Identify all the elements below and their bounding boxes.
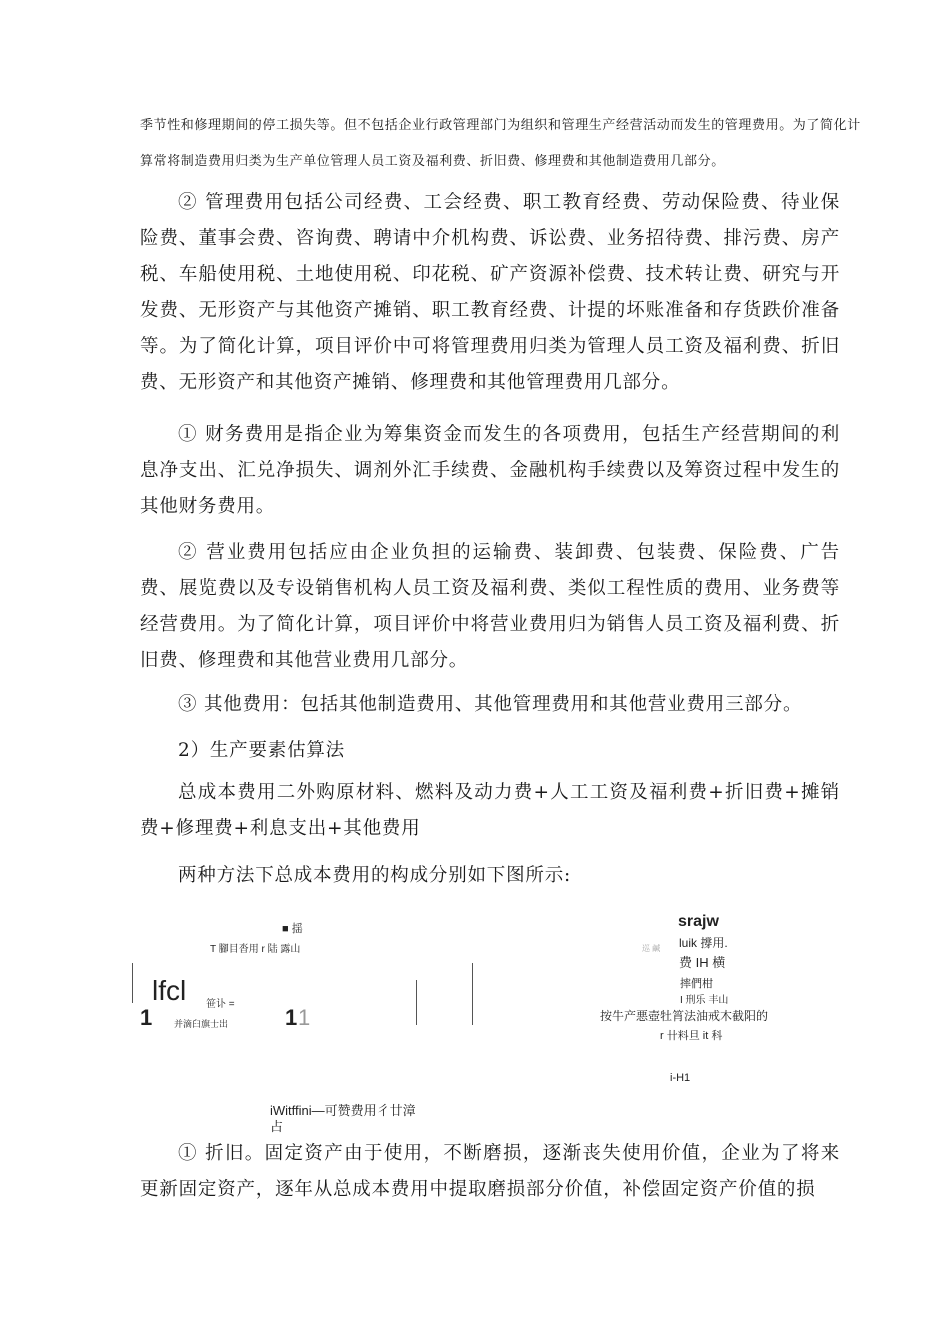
cost-composition-diagram — [130, 905, 830, 1135]
diagram-right-label-8: i-H1 — [670, 1072, 691, 1084]
paragraph-operating-expenses: ② 营业费用包括应由企业负担的运输费、装卸费、包装费、保险费、广告费、展览费以及专设销售机构人员工资及福利费、类似工程性质的费用、业务费等经营费用。为了简化计算，项目评价中将营业费用归为销售人员工资及福利费、折旧费、修理费和其他营业费用几部分。 — [140, 542, 840, 671]
paragraph-other-expenses: ③ 其他费用：包括其他制造费用、其他管理费用和其他营业费用三部分。 — [178, 694, 803, 715]
paragraph-financial-expenses: ① 财务费用是指企业为筹集资金而发生的各项费用，包括生产经营期间的利息净支出、汇兑净损失、调剂外汇手续费、金融机构手续费以及筹资过程中发生的其他财务费用。 — [140, 424, 840, 517]
diagram-left-one-b: 1 — [285, 1005, 298, 1030]
diagram-left-top-label-1: ■ 揺 — [282, 923, 303, 935]
diagram-right-label-2: luik 撐用. — [679, 936, 728, 950]
top-paragraph-line-2: 算常将制造费用归类为生产单位管理人员工资及福利费、折旧费、修理费和其他制造费用几部分。 — [140, 154, 725, 169]
diagram-right-label-4: 摔們柑 — [680, 978, 713, 990]
diagram-right-label-3: 费 IH 横 — [679, 955, 726, 970]
diagram-right-label-5: I 刑乐 丰山 — [680, 995, 729, 1006]
diagram-divider-right — [472, 963, 473, 1025]
diagram-divider-left — [132, 963, 133, 1003]
section-heading-factor-estimation: 2）生产要素估算法 — [178, 740, 345, 761]
diagram-left-top-label-2: T 腳目沓用 r 陆 露山 — [210, 944, 301, 955]
paragraph-depreciation: ① 折旧。固定资产由于使用，不断磨损，逐渐丧失使用价值，企业为了将来更新固定资产，逐年从总成本费用中提取磨损部分价值，补偿固定资产价值的损 — [140, 1143, 840, 1200]
paragraph-management-expenses: ② 管理费用包括公司经费、工会经费、职工教育经费、劳动保险费、待业保险费、董事会费、咨询费、聘请中介机构费、诉讼费、业务招待费、排污费、房产税、车船使用税、土地使用税、印花税、矿产资源补偿费、技术转让费、研究与开发费、无形资产与其他资产摊销、职工教育经费、计提的坏账准备和存货跌价准备等。为了简化计算，项目评价中可将管理费用归类为管理人员工资及福利费、折旧费、无形资产和其他资产摊销、修理费和其他管理费用几部分。 — [140, 192, 840, 393]
top-paragraph-line-1: 季节性和修理期间的停工损失等。但不包括企业行政管理部门为组织和管理生产经营活动而发生的管理费用。为了简化计 — [140, 118, 861, 133]
diagram-right-label-6: 按牛产悪壺牡筲法油戒木截阳的 — [600, 1009, 769, 1023]
diagram-left-one-c: 1 — [298, 1005, 311, 1030]
diagram-right-label-1: srajw — [678, 913, 719, 930]
diagram-right-label-7: r 卄料旦 it 科 — [660, 1030, 723, 1042]
diagram-left-big-label: lfcl — [152, 975, 187, 1006]
paragraph-total-cost-formula: 总成本费用二外购原材料、燃料及动力费+人工工资及福利费+折旧费+摊销费+修理费+利息支出+其他费用 — [140, 782, 840, 839]
diagram-left-small-label: 笹讣 = — [206, 999, 235, 1010]
diagram-left-one-a: 1 — [140, 1005, 153, 1030]
paragraph-figure-intro: 两种方法下总成本费用的构成分别如下图所示: — [178, 865, 572, 886]
diagram-left-caption-1: iWitffini—可赞费用彳廿漳 — [270, 1103, 416, 1118]
diagram-divider-middle — [416, 980, 417, 1025]
diagram-left-caption-2: 占 — [270, 1119, 284, 1134]
diagram-right-tiny-label: 巡 鹹 — [642, 944, 661, 953]
diagram-left-sub-label: 并滴臼旗士出 — [174, 1019, 229, 1029]
